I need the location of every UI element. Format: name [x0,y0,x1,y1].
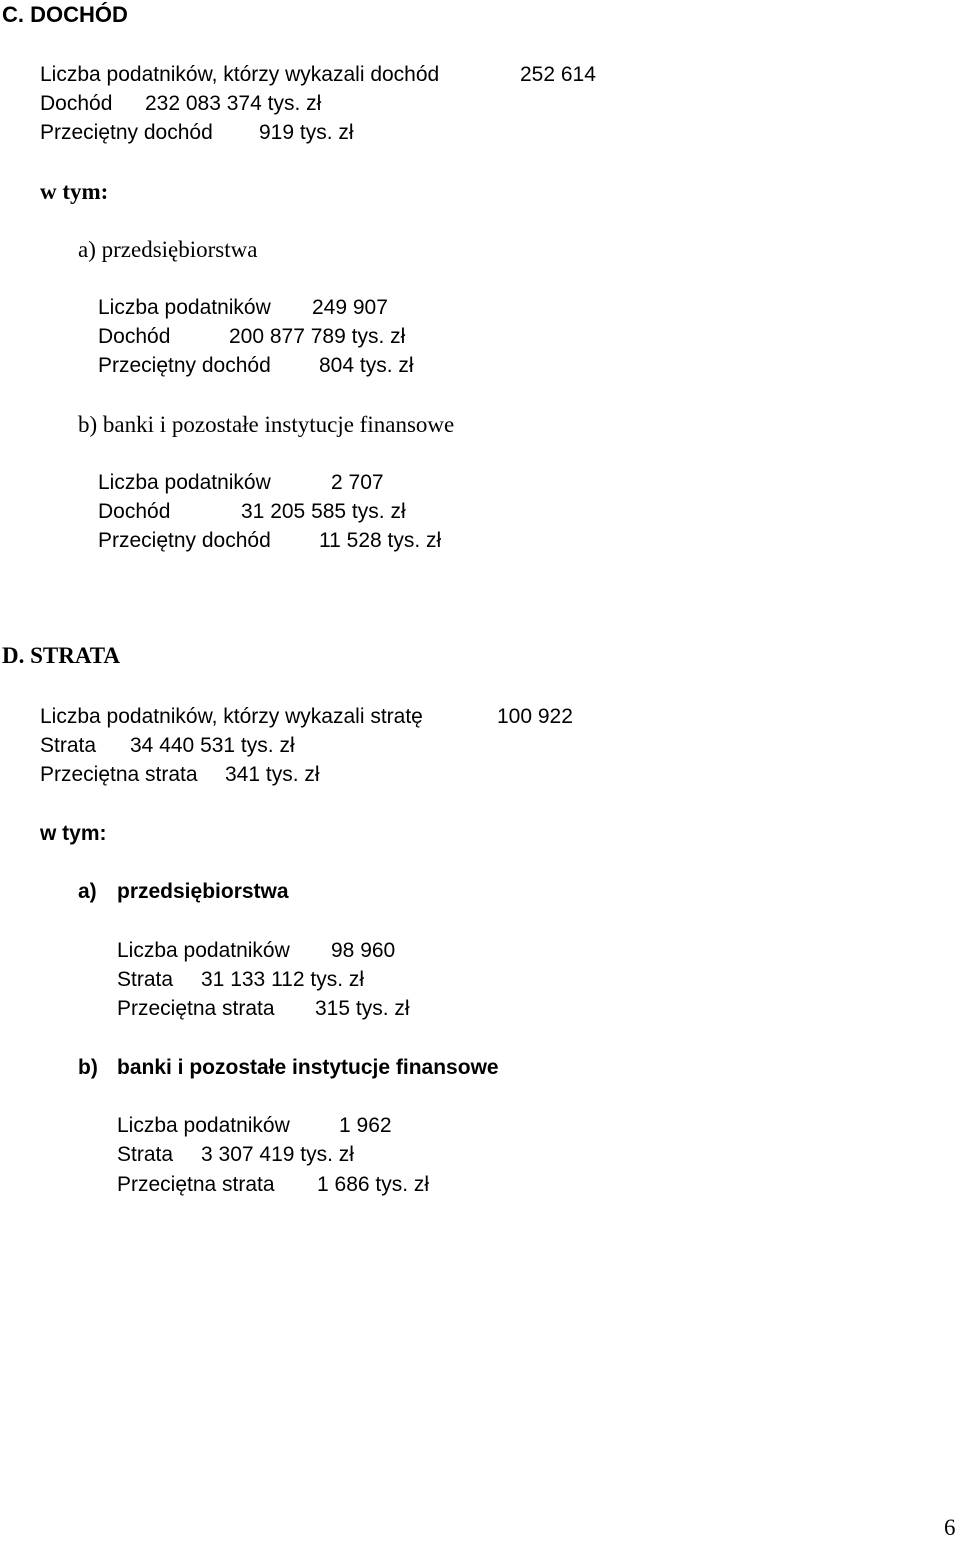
c-b-income-value: 31 205 585 tys. zł [241,500,406,523]
section-c-title: C. DOCHÓD [2,2,128,27]
c-summary-income-label: Dochód [40,92,113,115]
d-a-avg-value: 315 tys. zł [315,997,410,1020]
d-summary-loss-label: Strata [40,734,97,757]
d-a-title: przedsiębiorstwa [117,880,289,903]
c-a-avg-label: Przeciętny dochód [98,354,271,377]
d-summary-avg-label: Przeciętna strata [40,763,198,786]
d-a-count-label: Liczba podatników [117,939,290,962]
c-b-avg-label: Przeciętny dochód [98,529,271,552]
c-b-count-value: 2 707 [331,471,384,494]
c-a-count-label: Liczba podatników [98,296,271,319]
d-a-loss-value: 31 133 112 tys. zł [201,968,365,991]
c-a-income-label: Dochód [98,325,171,348]
c-summary-avg-value: 919 tys. zł [259,121,354,144]
d-a-loss-label: Strata [117,968,174,991]
d-summary-count-value: 100 922 [497,705,573,728]
d-b-count-value: 1 962 [339,1114,392,1137]
d-summary-count-label: Liczba podatników, którzy wykazali stratę [40,705,423,728]
d-w-tym: w tym: [40,822,107,845]
c-summary-count-label: Liczba podatników, którzy wykazali dochód [40,63,440,86]
d-a-marker: a) [78,880,97,903]
d-b-avg-value: 1 686 tys. zł [317,1173,430,1196]
c-summary-count-value: 252 614 [520,63,596,86]
c-a-income-value: 200 877 789 tys. zł [229,325,406,348]
section-d-title: D. STRATA [2,643,120,668]
c-w-tym: w tym: [40,179,109,204]
c-summary-avg-label: Przeciętny dochód [40,121,213,144]
d-b-loss-label: Strata [117,1143,174,1166]
c-a-count-value: 249 907 [312,296,388,319]
c-b-title: b) banki i pozostałe instytucje finansowe [78,412,455,437]
d-b-count-label: Liczba podatników [117,1114,290,1137]
c-b-avg-value: 11 528 tys. zł [319,529,442,552]
c-a-avg-value: 804 tys. zł [319,354,414,377]
d-summary-loss-value: 34 440 531 tys. zł [130,734,295,757]
c-b-count-label: Liczba podatników [98,471,271,494]
d-b-avg-label: Przeciętna strata [117,1173,275,1196]
d-a-avg-label: Przeciętna strata [117,997,275,1020]
d-summary-avg-value: 341 tys. zł [225,763,320,786]
c-b-income-label: Dochód [98,500,171,523]
c-a-title: a) przedsiębiorstwa [78,237,258,262]
c-summary-income-value: 232 083 374 tys. zł [145,92,322,115]
d-a-count-value: 98 960 [331,939,396,962]
page-number: 6 [944,1515,956,1540]
d-b-marker: b) [78,1056,98,1079]
d-b-title: banki i pozostałe instytucje finansowe [117,1056,499,1079]
d-b-loss-value: 3 307 419 tys. zł [201,1143,354,1166]
